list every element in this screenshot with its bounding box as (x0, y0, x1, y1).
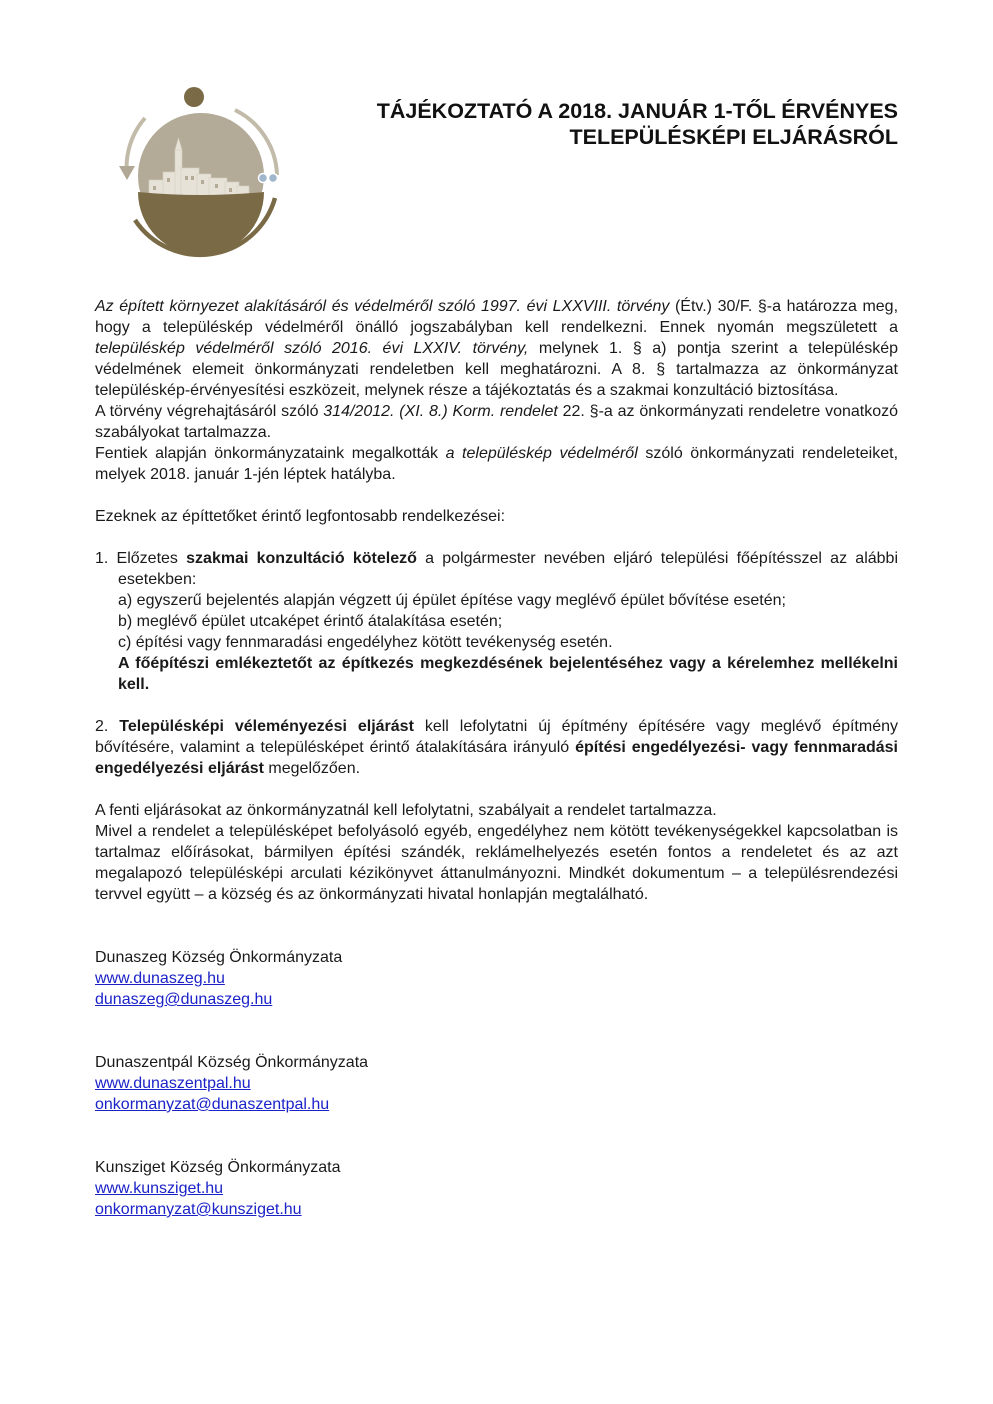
contact-email-link[interactable]: dunaszeg@dunaszeg.hu (95, 991, 273, 1008)
intro-text: Fentiek alapján önkormányzataink megalkották (95, 445, 446, 462)
document-body (95, 296, 898, 1220)
provisions-heading: Ezeknek az építtetőket érintő legfontosabb rendelkezései: (95, 508, 506, 525)
provision-text: 1. Előzetes (95, 550, 187, 567)
contact-email-link[interactable]: onkormanyzat@dunaszentpal.hu (95, 1096, 330, 1113)
intro-text: 22. §-a az önkormányzati rendeletre vonatkozó szabályokat tartalmazza. (95, 403, 899, 441)
contact-name: Dunaszentpál Község Önkormányzata (95, 1054, 369, 1071)
law-reference-2016: településkép védelméről szóló 2016. évi LXXIV. törvény, (95, 340, 529, 357)
contact-website-link[interactable]: www.dunaszentpal.hu (95, 1075, 251, 1092)
contact-email-link[interactable]: onkormanyzat@kunsziget.hu (95, 1201, 302, 1218)
title-line-2: TELEPÜLÉSKÉPI ELJÁRÁSRÓL (569, 125, 898, 149)
provision-1 (95, 548, 898, 590)
closing-paragraph-2: Mivel a rendelet a településképet befolyásoló egyéb, engedélyhez nem kötött tevékenységekkel kapcsolatban is tartalmaz előírásokat, bármilyen építési szándék, reklámelhelyezés esetén fontos a rendeletet és az azt megalapozó településképi arculati kézikönyvet áttanulmányozni. Mindkét dokumentum – a településrendezési tervvel együtt – a község és az önkormányzati hivatal honlapján megtalálható. (95, 823, 898, 903)
provision-1-case-a: a) egyszerű bejelentés alapján végzett új épület építése vagy meglévő épület bővítése esetén; (118, 592, 786, 609)
title-line-1: TÁJÉKOZTATÓ A 2018. JANUÁR 1-TŐL ÉRVÉNYES (376, 99, 898, 123)
law-reference-etv: Az épített környezet alakításáról és védelméről szóló 1997. évi LXXVIII. törvény (95, 298, 670, 315)
contact-block (95, 1157, 898, 1220)
contact-block (95, 1052, 898, 1115)
intro-paragraph-3 (95, 443, 898, 485)
intro-paragraph-2 (95, 401, 898, 443)
village-logo (105, 80, 295, 260)
decree-reference: 314/2012. (XI. 8.) Korm. rendelet (323, 403, 558, 420)
intro-paragraph-1 (95, 296, 898, 401)
decree-title: a településkép védelméről (445, 445, 638, 462)
document-title (300, 98, 898, 150)
provision-emphasis: szakmai konzultáció kötelező (186, 550, 417, 567)
provision-1-case-b: b) meglévő épület utcaképet érintő átalakítása esetén; (118, 613, 503, 630)
contact-website-link[interactable]: www.dunaszeg.hu (95, 970, 225, 987)
closing-paragraph-1: A fenti eljárásokat az önkormányzatnál kell lefolytatni, szabályait a rendelet tartalmazza. (95, 802, 717, 819)
intro-text: (Étv.) 30/F. §-a határozza meg, hogy a településkép védelméről önálló jogszabályban kell rendelkezni. Ennek nyomán megszületett a (95, 298, 899, 336)
provision-text: megelőzően. (263, 760, 361, 777)
provision-emphasis: építési engedélyezési- vagy fennmaradási engedélyezési eljárást (95, 739, 898, 777)
provision-2 (95, 716, 898, 779)
village-logo-graphic (105, 80, 295, 260)
provision-text: kell lefolytatni új építmény építésére vagy meglévő építmény bővítésére, valamint a településképet érintő átalakítására irányuló (95, 718, 898, 756)
intro-text: A törvény végrehajtásáról szóló (95, 403, 324, 420)
contact-block (95, 947, 898, 1010)
contact-name: Dunaszeg Község Önkormányzata (95, 949, 343, 966)
provision-text: 2. (95, 718, 120, 735)
intro-text: szóló önkormányzati rendeleteiket, melyek 2018. január 1-jén léptek hatályba. (95, 445, 899, 483)
provision-1-note: A főépítészi emlékeztetőt az építkezés megkezdésének bejelentéséhez vagy a kérelemhez mellékelni kell. (118, 655, 898, 693)
intro-text: melynek 1. § a) pontja szerint a településkép védelmének elemeit önkormányzati rendeletben kell meghatározni. A 8. § tartalmazza az önkormányzat településkép-érvényesítési eszközeit, melynek része a tájékoztatás és a szakmai konzultáció biztosítása. (95, 340, 898, 399)
provision-text: a polgármester nevében eljáró települési főépítésszel az alábbi esetekben: (118, 550, 899, 588)
provision-1-case-c: c) építési vagy fennmaradási engedélyhez kötött tevékenység esetén. (118, 634, 613, 651)
contact-name: Kunsziget Község Önkormányzata (95, 1159, 341, 1176)
provision-emphasis: Településképi véleményezési eljárást (119, 718, 414, 735)
contact-website-link[interactable]: www.kunsziget.hu (95, 1180, 224, 1197)
